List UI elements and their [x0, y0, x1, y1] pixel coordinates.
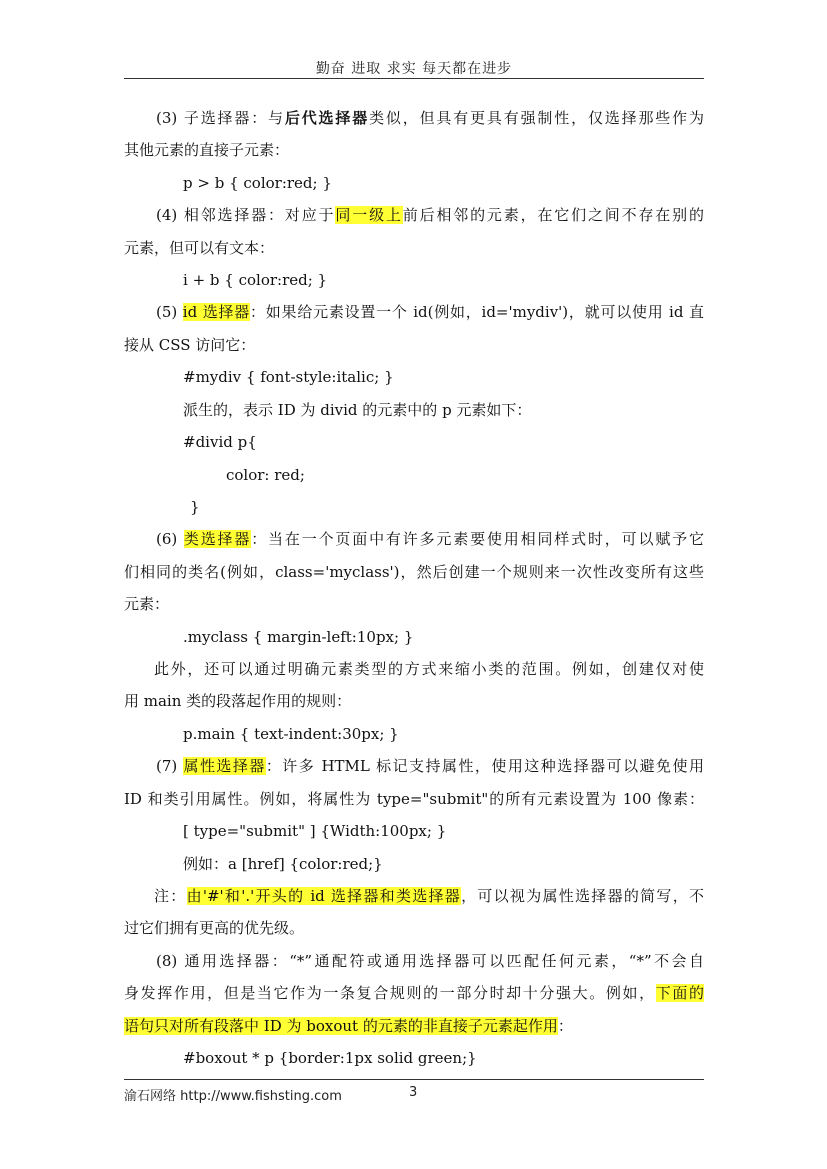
- s8-text-b: ：: [557, 1017, 573, 1035]
- s6-line2: 们相同的类名(例如，class='myclass')，然后创建一个规则来一次性改变所有这些: [124, 563, 704, 581]
- note-line1: [124, 886, 704, 906]
- s7-text-a: (7): [156, 757, 184, 775]
- footer-site: 渝石网络 http://www.fishsting.com: [124, 1089, 342, 1104]
- s7-line1: [124, 756, 704, 776]
- s6-para1: [124, 659, 704, 679]
- s6-text-a: (6): [156, 530, 184, 548]
- s7-code: [ type="submit" ] {Width:100px; }: [183, 822, 447, 840]
- note-line2: 过它们拥有更高的优先级。: [124, 919, 305, 937]
- s5-line1: [124, 302, 704, 322]
- s3-text-a: (3) 子选择器：与: [156, 109, 285, 127]
- s3-line1: [124, 108, 704, 128]
- s4-highlight: 同一级上: [335, 206, 403, 224]
- s6-line3: 元素：: [124, 595, 170, 613]
- s8-code: #boxout * p {border:1px solid green;}: [183, 1049, 477, 1067]
- s5-desc: 派生的，表示 ID 为 divid 的元素中的 p 元素如下：: [183, 401, 532, 419]
- s8-highlight-b: 语句只对所有段落中 ID 为 boxout 的元素的非直接子元素起作用: [124, 1017, 558, 1035]
- s8-highlight-a: 下面的: [655, 984, 704, 1002]
- s4-text-a: (4) 相邻选择器：对应于: [156, 206, 336, 224]
- s4-line1: [124, 205, 704, 225]
- s5-text-b: ：如果给元素设置一个 id(例如，id='mydiv')，就可以使用 id 直: [250, 303, 704, 321]
- s8-line2: [124, 983, 704, 1003]
- s7-highlight: 属性选择器: [183, 757, 266, 775]
- s5-line2: 接从 CSS 访问它：: [124, 336, 256, 354]
- s8-text-a: 身发挥作用，但是当它作为一条复合规则的一部分时却十分强大。例如，: [124, 984, 656, 1002]
- s5-code4: }: [190, 498, 200, 516]
- s5-code2: #divid p{: [183, 433, 257, 451]
- s5-highlight: id 选择器: [182, 303, 251, 321]
- header-divider: [124, 78, 704, 79]
- s7-text-b: ：许多 HTML 标记支持属性，使用这种选择器可以避免使用: [265, 757, 704, 775]
- s3-text-b: 类似，但具有更具有强制性，仅选择那些作为: [369, 109, 704, 127]
- page-header-title: 勤奋 进取 求实 每天都在进步: [315, 61, 513, 77]
- note-highlight: 由'#'和'.'开头的 id 选择器和类选择器: [186, 887, 462, 905]
- s6-code: .myclass { margin-left:10px; }: [183, 628, 414, 646]
- s8-line3: [124, 1016, 573, 1036]
- s7-line2: ID 和类引用属性。例如，将属性为 type="submit"的所有元素设置为 100 像素：: [124, 790, 704, 808]
- s6-highlight: 类选择器: [183, 530, 252, 548]
- footer-page-number: 3: [409, 1085, 418, 1100]
- note-text-b: ，可以视为属性选择器的简写，不: [461, 887, 704, 905]
- s4-code: i + b { color:red; }: [183, 271, 328, 289]
- s6-para1-text: 此外，还可以通过明确元素类型的方式来缩小类的范围。例如，创建仅对使: [154, 660, 704, 678]
- s3-code: p > b { color:red; }: [183, 174, 332, 192]
- s4-text-b: 前后相邻的元素，在它们之间不存在别的: [402, 206, 704, 224]
- s5-text-a: (5): [156, 303, 183, 321]
- s6-code2: p.main { text-indent:30px; }: [183, 725, 399, 743]
- s5-code3: color: red;: [226, 466, 305, 484]
- note-text-a: 注：: [154, 887, 187, 905]
- s6-text-b: ：当在一个页面中有许多元素要使用相同样式时，可以赋予它: [251, 530, 704, 548]
- footer-divider: [124, 1079, 704, 1080]
- s8-line1: [124, 951, 704, 971]
- s3-line2: 其他元素的直接子元素：: [124, 141, 290, 159]
- s7-example: 例如：a [href] {color:red;}: [183, 855, 383, 873]
- s4-line2: 元素，但可以有文本：: [124, 239, 275, 257]
- s5-code: #mydiv { font-style:italic; }: [183, 368, 394, 386]
- s6-line1: [124, 529, 704, 549]
- s6-para2: 用 main 类的段落起作用的规则：: [124, 692, 352, 710]
- s3-bold-term: 后代选择器: [284, 109, 370, 127]
- s8-line1-text: (8) 通用选择器：“*”通配符或通用选择器可以匹配任何元素，“*”不会自: [156, 952, 704, 970]
